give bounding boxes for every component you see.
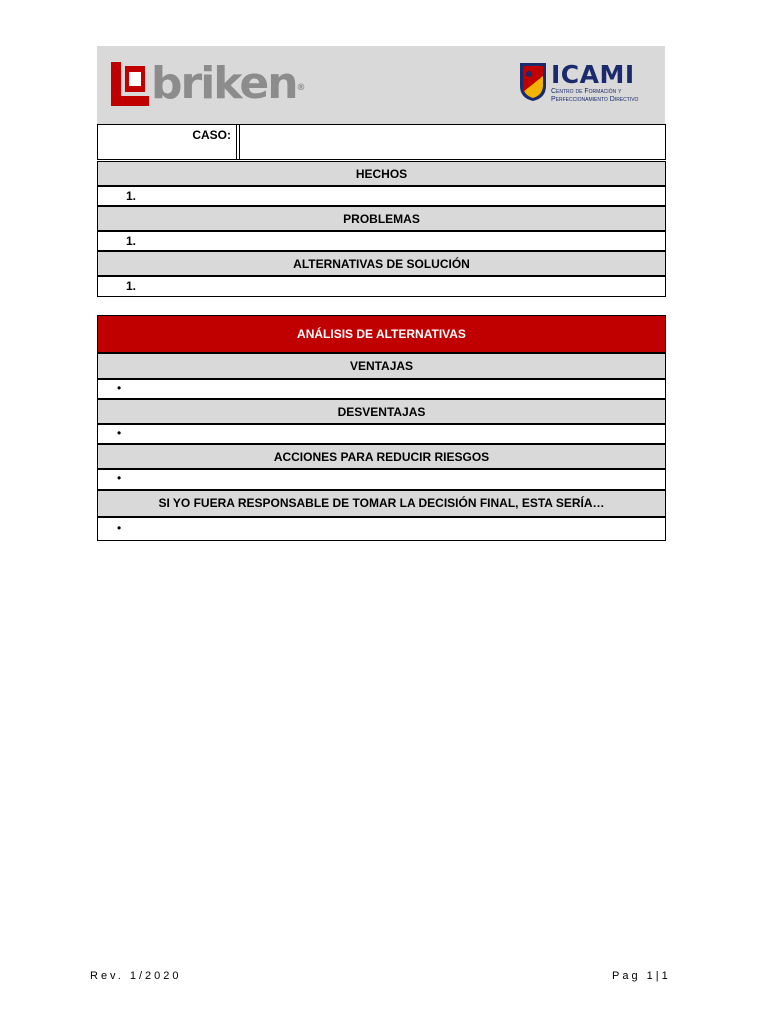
- acciones-label: ACCIONES PARA REDUCIR RIESGOS: [273, 450, 490, 464]
- caso-label: CASO:: [192, 128, 231, 142]
- icami-subtitle-line1: Centro de Formación y: [551, 88, 622, 95]
- desventajas-header: [97, 399, 666, 424]
- case-form-table: [97, 124, 666, 298]
- briken-logo: [111, 58, 306, 109]
- acciones-header: [97, 444, 666, 469]
- decision-bullet: •: [117, 521, 122, 535]
- icami-shield-icon: [519, 62, 547, 102]
- desventajas-bullet: •: [117, 426, 122, 440]
- analysis-table: [97, 315, 666, 541]
- briken-mark-icon: [111, 62, 149, 106]
- problemas-entry-row[interactable]: [97, 231, 666, 251]
- revision-footer: Rev. 1/2020: [90, 970, 182, 982]
- hechos-item-number: 1.: [126, 189, 137, 203]
- hechos-entry-row[interactable]: [97, 186, 666, 206]
- ventajas-bullet: •: [117, 381, 122, 395]
- acciones-bullet: •: [117, 471, 122, 485]
- icami-subtitle-line2: Perfeccionamiento Directivo: [551, 96, 639, 103]
- hechos-label: HECHOS: [355, 167, 408, 181]
- alternativas-label: ALTERNATIVAS DE SOLUCIÓN: [293, 257, 470, 271]
- decision-header: [97, 490, 666, 517]
- icami-logo: [519, 62, 638, 104]
- page-number-footer: Pag 1|1: [612, 970, 671, 982]
- caso-label-cell: [98, 125, 240, 160]
- decision-entry-row[interactable]: [97, 517, 666, 541]
- alternativas-header: [97, 251, 666, 276]
- hechos-header: [97, 161, 666, 186]
- ventajas-label: VENTAJAS: [349, 359, 414, 373]
- ventajas-entry-row[interactable]: [97, 379, 666, 399]
- registered-mark: ®: [296, 83, 306, 93]
- problemas-label: PROBLEMAS: [343, 212, 420, 226]
- caso-row: [97, 124, 666, 160]
- problemas-item-number: 1.: [126, 234, 137, 248]
- acciones-entry-row[interactable]: [97, 469, 666, 490]
- analysis-title-row: [97, 315, 666, 353]
- caso-value-field[interactable]: [244, 125, 665, 159]
- alternativas-entry-row[interactable]: [97, 276, 666, 297]
- icami-title: ICAMI: [551, 60, 635, 89]
- problemas-header: [97, 206, 666, 231]
- icami-text-block: [551, 62, 638, 104]
- alternativas-item-number: 1.: [126, 279, 137, 293]
- decision-label: SI YO FUERA RESPONSABLE DE TOMAR LA DECISIÓN FINAL, ESTA SERÍA…: [158, 496, 605, 510]
- briken-logo-text: briken ®: [151, 58, 306, 109]
- ventajas-header: [97, 353, 666, 379]
- header-band: [97, 46, 665, 124]
- desventajas-label: DESVENTAJAS: [337, 405, 426, 419]
- analysis-title: ANÁLISIS DE ALTERNATIVAS: [297, 327, 466, 341]
- desventajas-entry-row[interactable]: [97, 424, 666, 444]
